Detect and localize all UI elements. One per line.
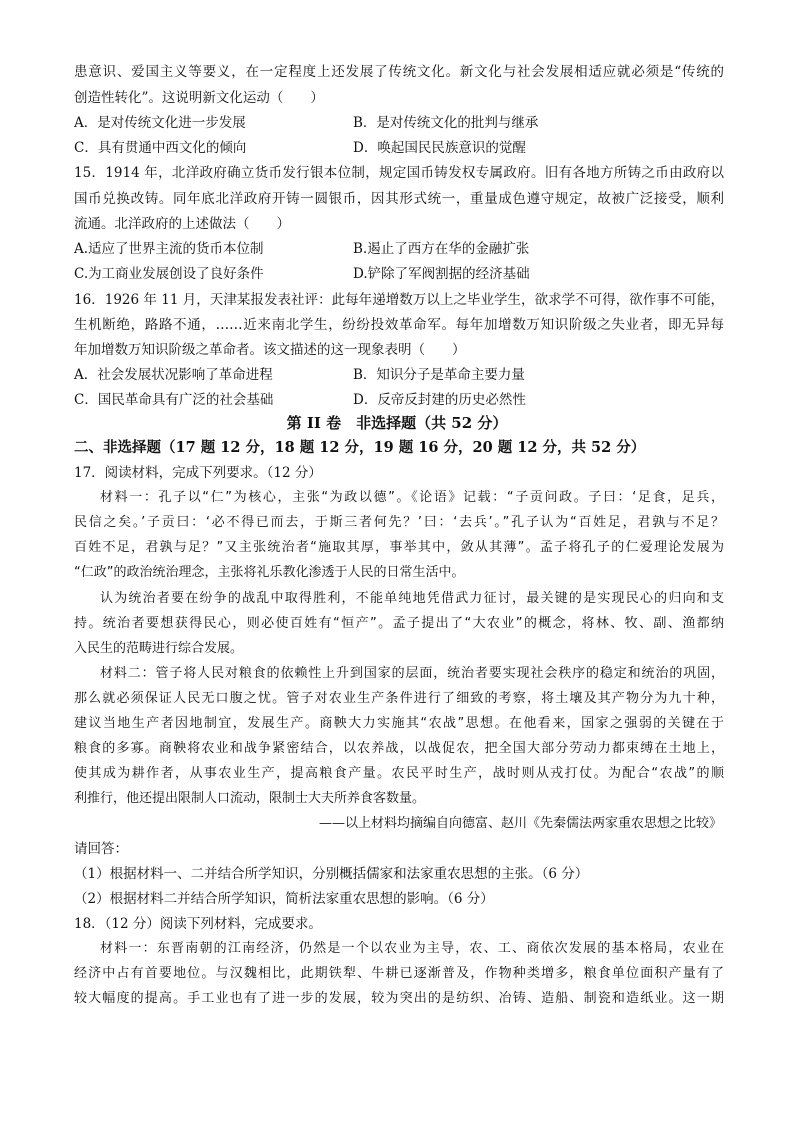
q16-option-a[interactable]: A．社会发展状况影响了革命进程 bbox=[74, 367, 273, 383]
q17-ask: 请回答： bbox=[74, 841, 128, 857]
q14-stem-line-1: 患意识、爱国主义等要义，在一定程度上还发展了传统文化。新文化与社会发展相适应就必须是“传统的 bbox=[74, 64, 724, 80]
q17-material1-line-4: “仁政”的政治统治理念，主张将礼乐教化渗透于人民的日常生活中。 bbox=[74, 565, 465, 580]
q16-stem-line-1: 16．1926 年 11 月，天津某报发表社评：此每年递增数万以上之毕业学生，欲求学不可得，欲作事不可能， bbox=[74, 292, 724, 308]
section-title: 第 II 卷 非选择题（共 52 分） bbox=[286, 414, 508, 432]
section-heading: 二、非选择题（17 题 12 分，18 题 12 分，19 题 16 分，20 题 12 分，共 52 分） bbox=[74, 439, 646, 456]
q14-option-b[interactable]: B．是对传统文化的批判与继承 bbox=[353, 115, 539, 131]
q15-stem-line-1: 15．1914 年，北洋政府确立货币发行银本位制，规定国币铸发权专属政府。旧有各地方所铸之币由政府以 bbox=[74, 165, 724, 181]
q18-material1-line-1: 材料一：东晋南朝的江南经济，仍然是一个以农业为主导，农、工、商依次发展的基本格局，农业在 bbox=[100, 941, 724, 956]
q17-material1b-line-2: 持。统治者要想获得民心，则必使百姓有“恒产”。孟子提出了“大农业”的概念，将林、牧、副、渔都纳 bbox=[74, 616, 724, 631]
q15-option-a[interactable]: A.适应了世界主流的货币本位制 bbox=[74, 241, 264, 257]
q17-material2-line-1: 材料二：管子将人民对粮食的依赖性上升到国家的层面，统治者要实现社会秩序的稳定和统治的巩固， bbox=[100, 666, 724, 681]
q14-option-a[interactable]: A．是对传统文化进一步发展 bbox=[74, 115, 246, 131]
q17-material2-line-3: 建议当地生产者因地制宜，发展生产。商鞅大力实施其“农战”思想。在他看来，国家之强弱的关键在于 bbox=[74, 716, 724, 731]
q15-option-b[interactable]: B.遏止了西方在华的金融扩张 bbox=[353, 241, 530, 257]
q14-option-c[interactable]: C．具有贯通中西文化的倾向 bbox=[74, 140, 247, 156]
q14-stem-line-2: 创造性转化”。这说明新文化运动（ ） bbox=[74, 90, 324, 106]
q17-stem: 17．阅读材料，完成下列要求。（12 分） bbox=[74, 465, 322, 481]
q17-material1-line-3: 百姓不足，君孰与足？”又主张统治者“施取其厚，事举其中，敛从其薄”。孟子将孔子的仁爱理论发展为 bbox=[74, 540, 724, 555]
q15-stem-line-3: 流通。北洋政府的上述做法（ ） bbox=[74, 216, 290, 232]
q16-stem-line-2: 生机断绝，路路不通，……近来南北学生，纷纷投效革命军。每年加增数万知识阶级之失业者，即无异每 bbox=[74, 317, 724, 333]
q16-option-b[interactable]: B．知识分子是革命主要力量 bbox=[353, 367, 525, 383]
q18-material1-line-2: 经济中占有首要地位。与汉魏相比，此期铁犁、牛耕已逐渐普及，作物种类增多，粮食单位面积产量有了 bbox=[74, 966, 724, 981]
q17-material2-line-6: 利推行，他还提出限制人口流动，限制士大夫所养食客数量。 bbox=[74, 791, 426, 806]
q17-material2-line-4: 粮食的多寡。商鞅将农业和战争紧密结合，以农养战，以战促农，把全国大部分劳动力都束缚在土地上， bbox=[74, 741, 724, 756]
q16-stem-line-3: 年加增数万知识阶级之革命者。该文描述的这一现象表明（ ） bbox=[74, 342, 466, 358]
q14-option-d[interactable]: D．唤起国民民族意识的觉醒 bbox=[353, 140, 526, 156]
q18-stem: 18．（12 分）阅读下列材料，完成要求。 bbox=[74, 916, 322, 932]
q17-subquestion-1: （1）根据材料一、二并结合所学知识，分别概括儒家和法家重农思想的主张。（6 分） bbox=[74, 866, 589, 882]
q17-material1-line-1: 材料一：孔子以“仁”为核心，主张“为政以德”。《论语》记载：“子贡问政。子曰：‘足食，足兵， bbox=[100, 490, 724, 505]
q17-material2-line-2: 那么就必须保证人民无口腹之忧。管子对农业生产条件进行了细致的考察，将土壤及其产物分为九十种， bbox=[74, 691, 724, 706]
q15-option-d[interactable]: D.铲除了军阀割据的经济基础 bbox=[353, 266, 530, 282]
q16-option-c[interactable]: C．国民革命具有广泛的社会基础 bbox=[74, 392, 274, 408]
q17-source: ——以上材料均摘编自向德富、赵川《先秦儒法两家重农思想之比较》 bbox=[318, 816, 722, 831]
q17-material1-line-2: 民信之矣。’子贡曰：‘必不得已而去，于斯三者何先？’曰：‘去兵’。”孔子认为“百姓足，君孰与不足？ bbox=[74, 515, 724, 530]
q15-option-c[interactable]: C.为工商业发展创设了良好条件 bbox=[74, 266, 264, 282]
q16-option-d[interactable]: D．反帝反封建的历史必然性 bbox=[353, 392, 526, 408]
q17-subquestion-2: （2）根据材料二并结合所学知识，简析法家重农思想的影响。（6 分） bbox=[74, 891, 494, 907]
q18-material1-line-3: 较大幅度的提高。手工业也有了进一步的发展，较为突出的是纺织、冶铸、造船、制瓷和造纸业。这一期 bbox=[74, 991, 724, 1006]
q17-material1b-line-1: 认为统治者要在纷争的战乱中取得胜利，不能单纯地凭借武力征讨，最关键的是实现民心的归向和支 bbox=[100, 591, 724, 606]
q17-material2-line-5: 使其成为耕作者，从事农业生产，提高粮食产量。农民平时生产，战时则从戎打仗。为配合“农战”的顺 bbox=[74, 766, 724, 781]
q17-material1b-line-3: 入民生的范畴进行综合发展。 bbox=[74, 641, 244, 656]
q15-stem-line-2: 国币兑换改铸。同年底北洋政府开铸一圆银币，因其形式统一，重量成色遵守规定，故被广泛接受，顺利 bbox=[74, 191, 724, 207]
